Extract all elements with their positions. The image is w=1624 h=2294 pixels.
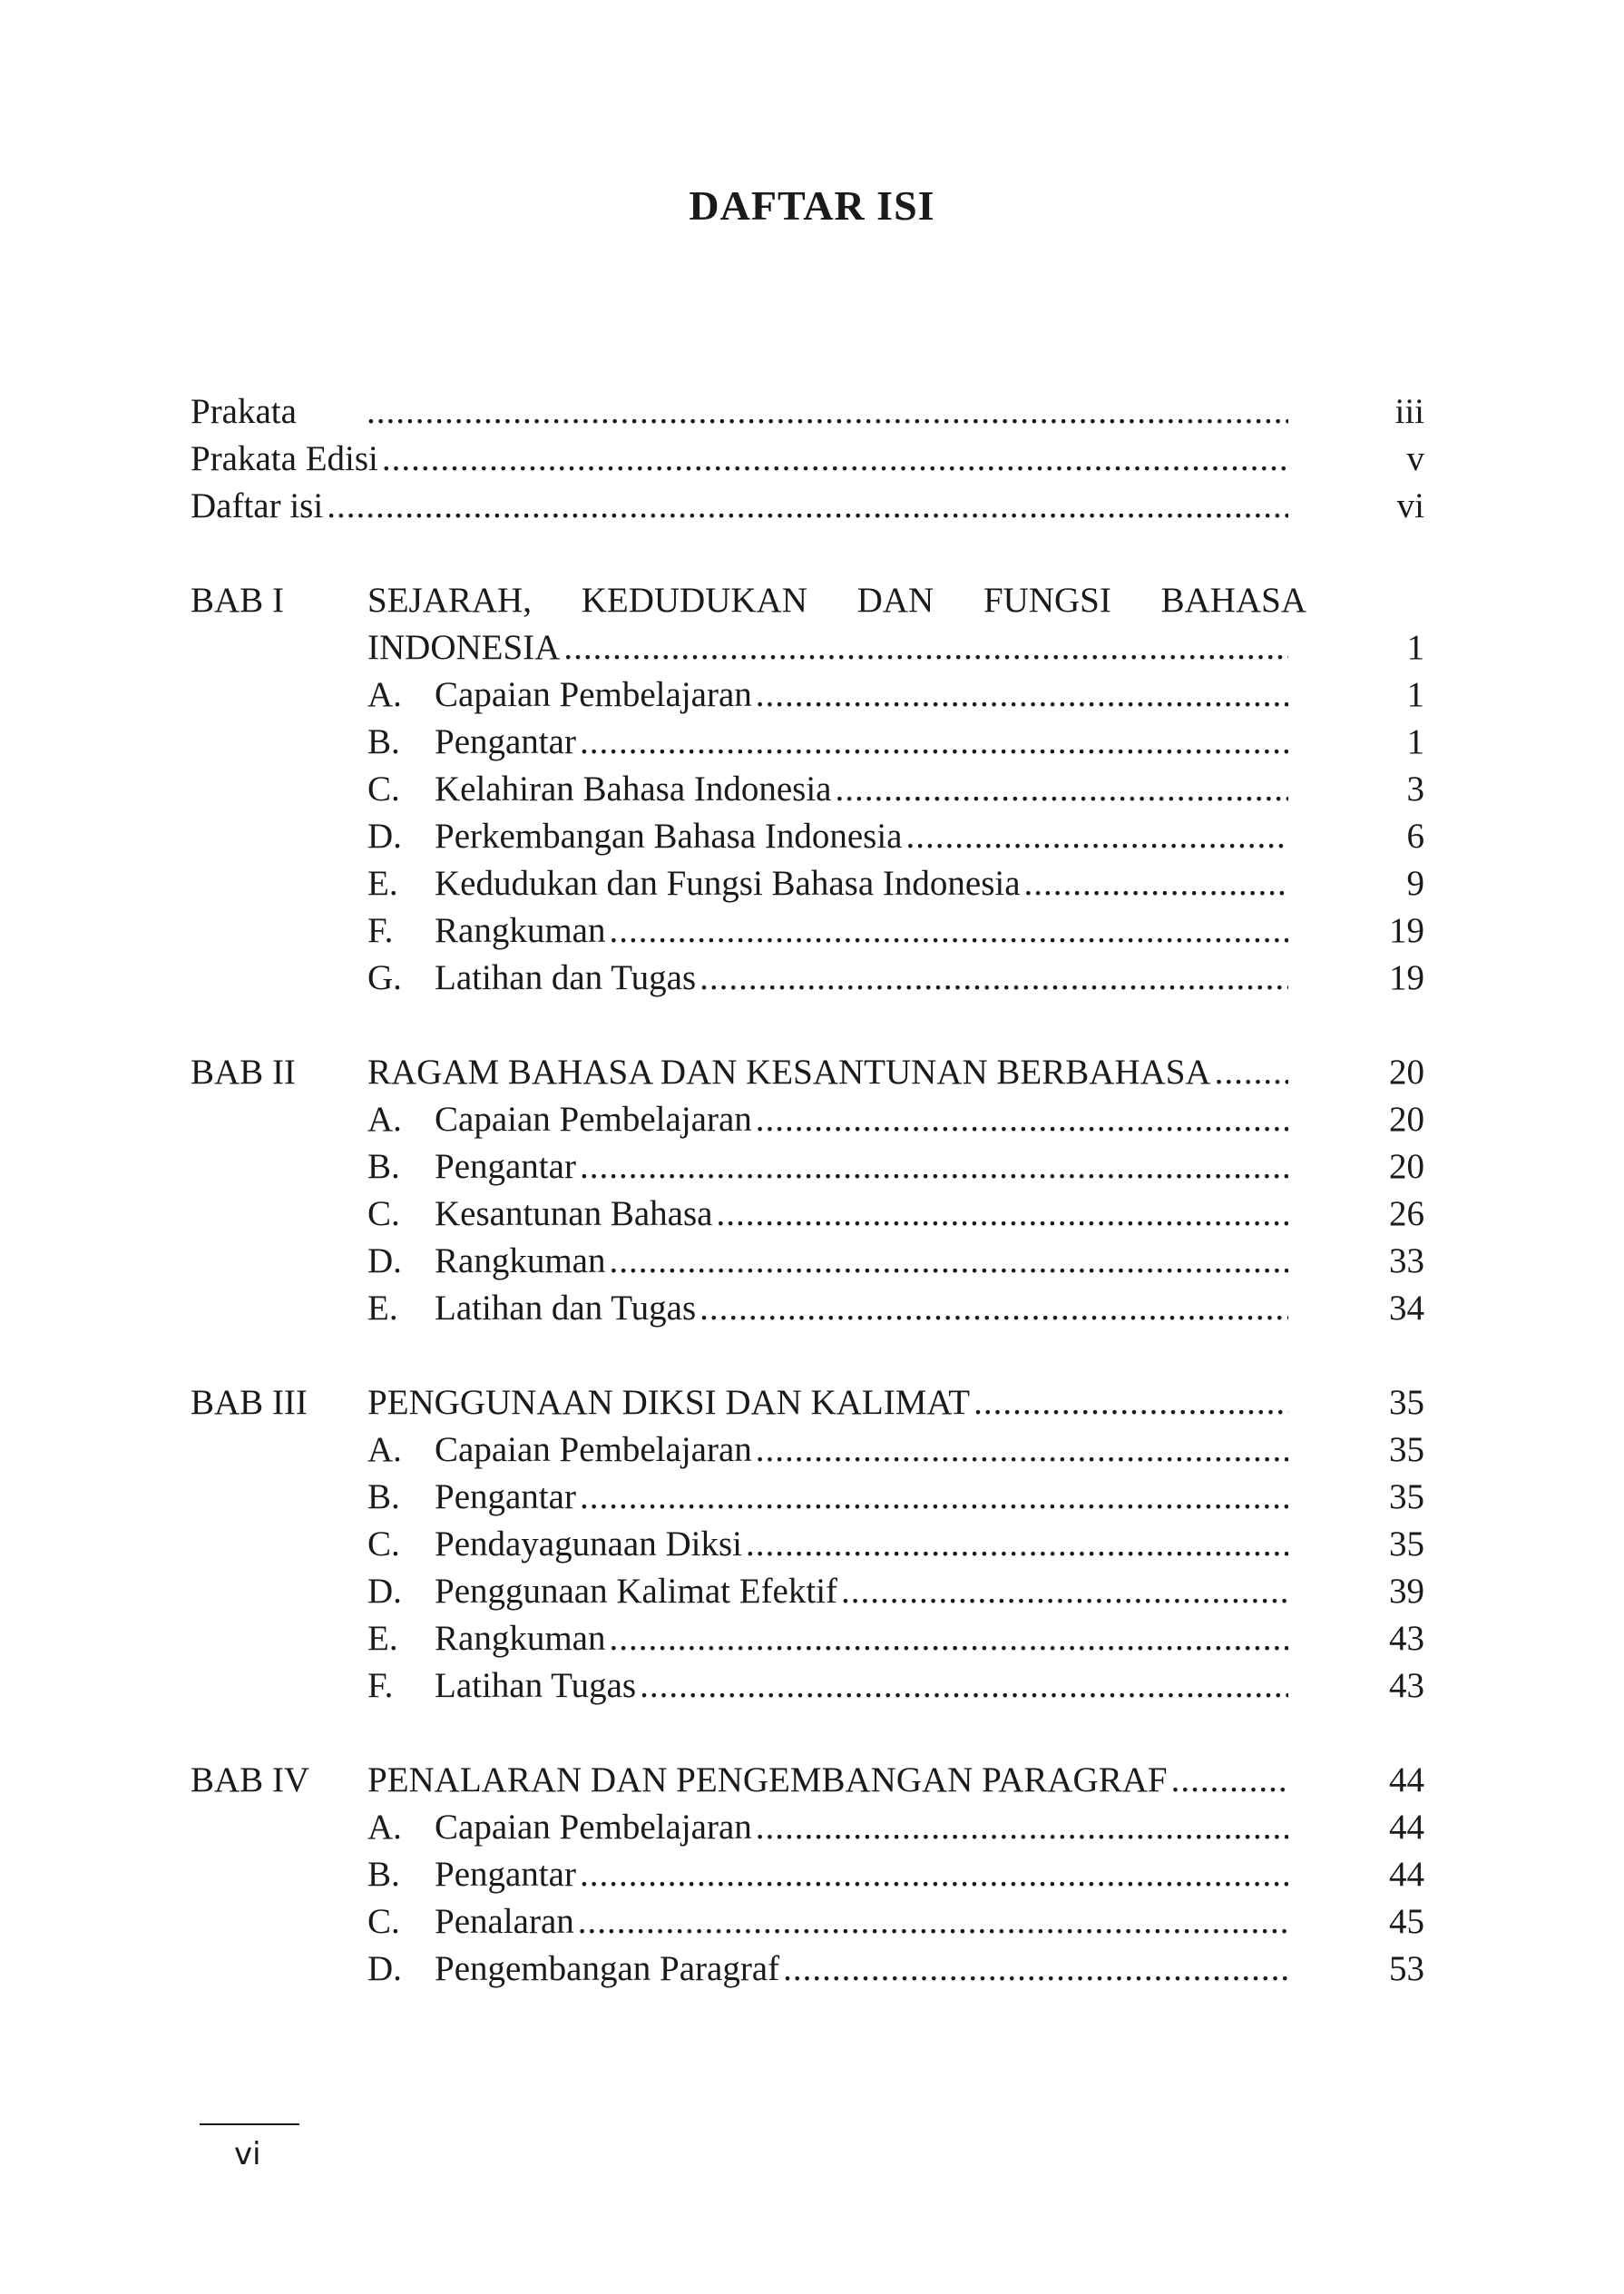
toc-page-number: 53 [1389,1949,1424,1988]
toc-page-number: 19 [1389,911,1424,950]
toc-entry-label: Latihan Tugas [435,1666,637,1705]
toc-entry-prakata-edisi[interactable] [191,436,1433,483]
toc-page-number: 44 [1389,1760,1424,1799]
leader-dots [906,813,1289,860]
toc-entry[interactable] [191,1191,1433,1238]
toc-entry-label: Pendayagunaan Diksi [435,1524,743,1564]
toc-entry[interactable] [191,766,1433,813]
toc-entry-label: Capaian Pembelajaran [435,1430,752,1469]
footer-page-number: vi [234,2136,261,2172]
footer-rule [200,2123,299,2125]
toc-entry[interactable] [191,1474,1433,1521]
toc-entry-label: Prakata [191,392,297,431]
leader-dots [580,1474,1288,1521]
leader-dots [563,624,1288,672]
toc-entry[interactable] [191,1804,1433,1851]
leader-dots [756,1096,1288,1143]
toc-page-number: 26 [1389,1194,1424,1233]
leader-dots [716,1191,1288,1238]
toc-entry[interactable] [191,1898,1433,1946]
chapter-number: BAB III [191,1383,308,1422]
toc-entry-label: Penggunaan Kalimat Efektif [435,1572,838,1611]
chapter-heading-bab-2[interactable] [191,1049,1433,1096]
item-letter: D. [367,1949,402,1988]
toc-entry[interactable] [191,1946,1433,1993]
leader-dots [699,1285,1288,1332]
toc-entry-label: Rangkuman [435,1241,606,1280]
toc-page-number: 20 [1389,1100,1424,1139]
toc-page-number: 20 [1389,1147,1424,1186]
chapter-title: INDONESIA [367,628,561,667]
leader-dots [609,1238,1288,1285]
toc-page-number: 9 [1406,864,1424,903]
toc-page-number: v [1406,439,1424,478]
toc-entry[interactable] [191,813,1433,860]
item-letter: A. [367,1808,402,1847]
item-letter: B. [367,722,400,761]
toc-page-number: 43 [1389,1666,1424,1705]
item-letter: F. [367,911,394,950]
leader-dots [327,483,1288,530]
toc-entry-label: Capaian Pembelajaran [435,1808,752,1847]
toc-entry-label: Capaian Pembelajaran [435,1100,752,1139]
toc-page-number: iii [1394,392,1424,431]
leader-dots [367,388,1288,436]
toc-page-number: 34 [1389,1289,1424,1328]
leader-dots [580,1851,1288,1898]
item-letter: F. [367,1666,394,1705]
item-letter: B. [367,1477,400,1516]
toc-page-number: 39 [1389,1572,1424,1611]
leader-dots [841,1568,1288,1615]
toc-entry-label: Rangkuman [435,1619,606,1658]
item-letter: G. [367,958,402,997]
toc-page-number: 35 [1389,1477,1424,1516]
item-letter: C. [367,1902,400,1941]
toc-entry-label: Kelahiran Bahasa Indonesia [435,770,832,809]
toc-page-number: 35 [1389,1524,1424,1564]
toc-page-number: 35 [1389,1430,1424,1469]
item-letter: E. [367,1619,398,1658]
leader-dots [580,1143,1288,1191]
toc-page-number: 44 [1389,1808,1424,1847]
toc-entry[interactable] [191,1096,1433,1143]
leader-dots [836,766,1289,813]
leader-dots [640,1662,1288,1710]
leader-dots [756,1426,1288,1474]
toc-entry[interactable] [191,1426,1433,1474]
toc-entry-label: Kesantunan Bahasa [435,1194,713,1233]
toc-page-number: 44 [1389,1855,1424,1894]
toc-entry[interactable] [191,1662,1433,1710]
toc-entry-label: Latihan dan Tugas [435,958,697,997]
toc-entry[interactable] [191,1851,1433,1898]
toc-entry[interactable] [191,1285,1433,1332]
leader-dots [1215,1049,1288,1096]
toc-page-number: 33 [1389,1241,1424,1280]
leader-dots [382,436,1288,483]
item-letter: D. [367,1572,402,1611]
toc-page-number: 6 [1406,817,1424,856]
toc-entry-label: Pengantar [435,1147,576,1186]
item-letter: C. [367,1194,400,1233]
item-letter: C. [367,1524,400,1564]
leader-dots [699,955,1288,1002]
item-letter: B. [367,1855,400,1894]
chapter-title: RAGAM BAHASA DAN KESANTUNAN BERBAHASA [367,1053,1211,1092]
toc-page-number: vi [1396,486,1424,525]
toc-page-number: 35 [1389,1383,1424,1422]
leader-dots [746,1521,1288,1568]
leader-dots [756,1804,1288,1851]
toc-entry-label: Pengembangan Paragraf [435,1949,780,1988]
toc-page-number: 3 [1406,770,1424,809]
toc-page-number: 20 [1389,1053,1424,1092]
toc-page-number: 1 [1406,675,1424,714]
toc-entry-label: Latihan dan Tugas [435,1289,697,1328]
toc-entry[interactable] [191,907,1433,955]
leader-dots [756,672,1288,719]
leader-dots [609,907,1288,955]
toc-entry[interactable] [191,1568,1433,1615]
toc-entry-label: Rangkuman [435,911,606,950]
toc-entry[interactable] [191,1615,1433,1662]
toc-page-number: 1 [1406,628,1424,667]
toc-entry[interactable] [191,1238,1433,1285]
toc-entry-label: Pengantar [435,722,576,761]
leader-dots [580,719,1288,766]
chapter-heading-bab-1[interactable] [191,577,1433,624]
chapter-number: BAB IV [191,1760,310,1799]
leader-dots [1171,1757,1288,1804]
item-letter: A. [367,675,402,714]
toc-entry-label: Pengantar [435,1477,576,1516]
leader-dots [1024,860,1288,907]
chapter-heading-bab-4[interactable] [191,1757,1433,1804]
chapter-title: PENALARAN DAN PENGEMBANGAN PARAGRAF [367,1760,1168,1799]
leader-dots [783,1946,1288,1993]
toc-page-number: 45 [1389,1902,1424,1941]
page-title: DAFTAR ISI [689,182,935,229]
chapter-title: SEJARAH, KEDUDUKAN DAN FUNGSI BAHASA [367,581,1306,620]
table-of-contents [191,388,1433,1993]
toc-entry-label: Kedudukan dan Fungsi Bahasa Indonesia [435,864,1021,903]
toc-entry[interactable] [191,719,1433,766]
chapter-number: BAB II [191,1053,296,1092]
item-letter: C. [367,770,400,809]
item-letter: D. [367,1241,402,1280]
toc-entry[interactable] [191,860,1433,907]
chapter-heading-bab-1-cont[interactable] [191,624,1433,672]
leader-dots [609,1615,1288,1662]
chapter-heading-bab-3[interactable] [191,1379,1433,1426]
item-letter: A. [367,1100,402,1139]
toc-page-number: 19 [1389,958,1424,997]
toc-entry[interactable] [191,672,1433,719]
toc-entry-label: Pengantar [435,1855,576,1894]
toc-entry-label: Penalaran [435,1902,574,1941]
toc-entry-label: Capaian Pembelajaran [435,675,752,714]
toc-entry-label: Daftar isi [191,486,324,525]
item-letter: B. [367,1147,400,1186]
toc-page-number: 43 [1389,1619,1424,1658]
toc-entry[interactable] [191,1521,1433,1568]
toc-page-number: 1 [1406,722,1424,761]
leader-dots [973,1379,1288,1426]
item-letter: E. [367,1289,398,1328]
toc-entry-label: Prakata Edisi [191,439,378,478]
toc-entry[interactable] [191,955,1433,1002]
toc-entry-label: Perkembangan Bahasa Indonesia [435,817,903,856]
chapter-title: PENGGUNAAN DIKSI DAN KALIMAT [367,1383,971,1422]
item-letter: D. [367,817,402,856]
toc-entry[interactable] [191,1143,1433,1191]
chapter-number: BAB I [191,581,284,620]
toc-entry-daftar-isi[interactable] [191,483,1433,530]
leader-dots [578,1898,1288,1946]
item-letter: A. [367,1430,402,1469]
toc-entry-prakata[interactable] [191,388,1433,436]
item-letter: E. [367,864,398,903]
